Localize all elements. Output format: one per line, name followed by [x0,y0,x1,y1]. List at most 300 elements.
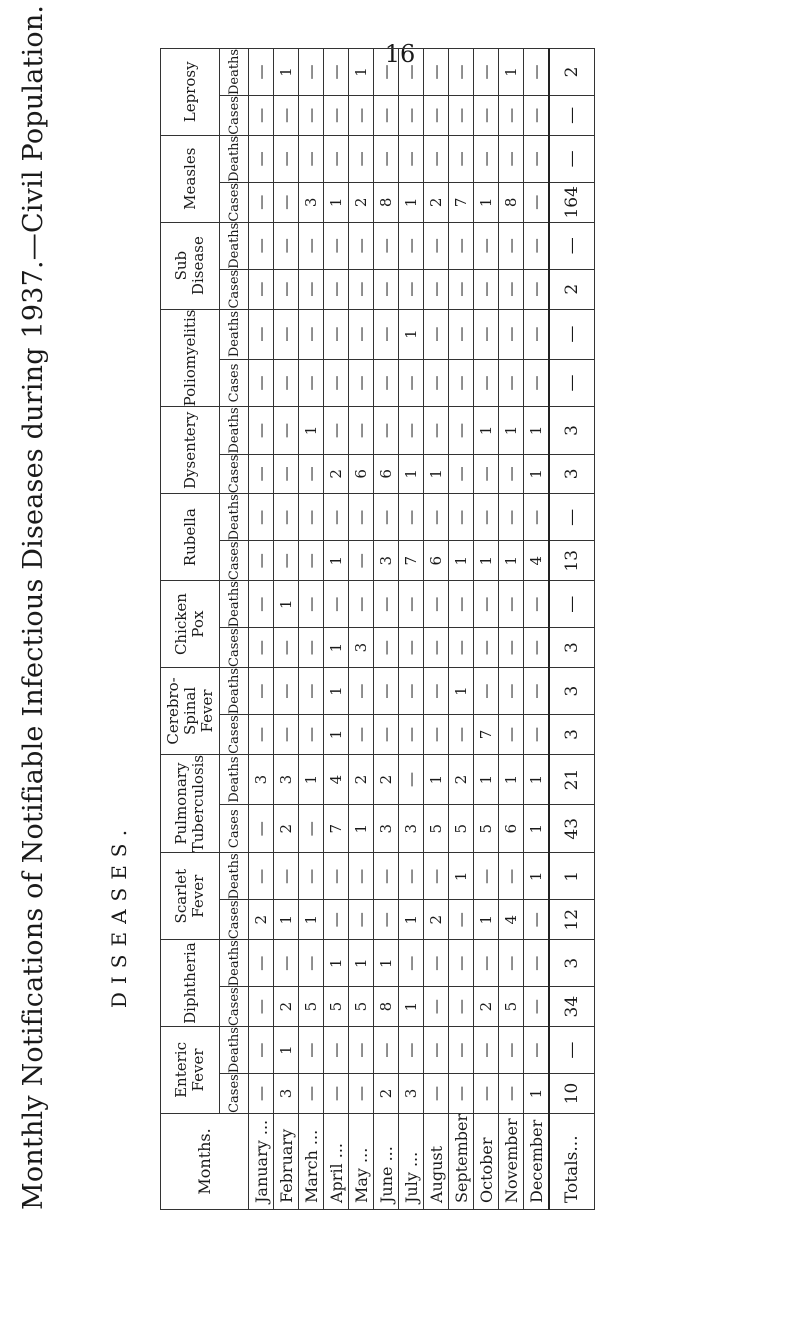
total-cell: 13 [549,541,595,581]
table-cell: 8 [499,182,524,222]
table-cell: — [324,359,349,407]
table-cell: 1 [524,754,550,804]
totals-label: Totals... [549,1113,595,1209]
table-cell: — [399,581,424,628]
table-cell: — [449,940,474,987]
notifications-table [160,48,595,1210]
table-cell: 1 [399,182,424,222]
table-cell: 1 [499,541,524,581]
table-row [524,48,550,1209]
table-cell: — [474,1074,499,1114]
deaths-subheader: Deaths [220,48,249,95]
table-cell: — [349,269,374,309]
table-cell: 3 [299,182,324,222]
table-cell: — [299,454,324,494]
total-cell: 21 [549,754,595,804]
table-cell: 3 [399,1074,424,1114]
table-cell: — [349,135,374,182]
table-cell: — [299,1074,324,1114]
table-cell: — [299,269,324,309]
table-cell: — [424,1027,449,1074]
total-cell: — [549,581,595,628]
table-cell: 1 [399,987,424,1027]
table-cell: 1 [324,541,349,581]
month-label: March ... [299,1113,324,1209]
table-cell: 7 [474,715,499,755]
table-cell: — [399,359,424,407]
cases-subheader: Cases [220,987,249,1027]
disease-header: Scarlet Fever [161,853,220,940]
month-label: January ... [249,1113,274,1209]
table-cell: — [324,900,349,940]
table-cell: 1 [524,454,550,494]
table-cell: 1 [449,541,474,581]
table-cell: 5 [324,987,349,1027]
table-cell: 2 [249,900,274,940]
table-cell: — [324,581,349,628]
table-cell: — [374,715,399,755]
total-cell: 43 [549,805,595,853]
table-cell: — [274,309,299,359]
table-cell: — [424,940,449,987]
table-cell: — [399,754,424,804]
table-cell: — [374,900,399,940]
table-cell: — [299,222,324,269]
table-cell: — [324,96,349,136]
table-cell: — [449,987,474,1027]
table-cell: — [424,48,449,95]
table-cell: 3 [399,805,424,853]
table-row [449,48,474,1209]
table-cell: — [324,135,349,182]
deaths-subheader: Deaths [220,668,249,715]
table-cell: 1 [349,940,374,987]
table-cell: — [249,407,274,454]
table-cell: — [299,1027,324,1074]
table-cell: 6 [374,454,399,494]
table-cell: — [274,182,299,222]
table-cell: — [524,900,550,940]
table-cell: 1 [299,754,324,804]
total-cell: — [549,309,595,359]
table-cell: — [274,135,299,182]
table-cell: — [449,494,474,541]
table-cell: 1 [274,48,299,95]
month-label: June ... [374,1113,399,1209]
table-cell: — [524,96,550,136]
table-cell: 2 [274,987,299,1027]
table-cell: 1 [349,805,374,853]
table-row [474,48,499,1209]
table-cell: — [349,715,374,755]
table-cell: — [249,494,274,541]
page-title: Monthly Notifications of Notifiable Infectious Diseases during 1937.—Civil Population. [18,4,49,1210]
table-cell: 1 [524,805,550,853]
table-cell: 1 [324,715,349,755]
total-cell: 12 [549,900,595,940]
month-label: February [274,1113,299,1209]
table-cell: — [299,805,324,853]
table-cell: — [249,269,274,309]
table-cell: — [524,668,550,715]
total-cell: 3 [549,940,595,987]
month-label: April ... [324,1113,349,1209]
table-cell: — [499,853,524,900]
table-cell: 1 [424,754,449,804]
table-cell: — [299,359,324,407]
table-cell: 3 [249,754,274,804]
table-cell: 2 [374,754,399,804]
table-cell: — [374,668,399,715]
table-cell: — [499,96,524,136]
cases-subheader: Cases [220,269,249,309]
table-cell: — [374,407,399,454]
table-cell: — [274,407,299,454]
table-cell: — [324,269,349,309]
totals-row [549,48,595,1209]
table-cell: — [349,407,374,454]
table-cell: — [374,96,399,136]
table-cell: — [324,494,349,541]
table-cell: — [499,940,524,987]
rotated-table-frame [18,4,748,1210]
table-cell: — [449,309,474,359]
table-cell: — [274,454,299,494]
table-cell: — [524,940,550,987]
table-cell: — [349,96,374,136]
table-cell: 4 [524,541,550,581]
table-cell: — [349,581,374,628]
table-cell: — [424,309,449,359]
table-cell: — [249,805,274,853]
disease-header: Cerebro-Spinal Fever [161,668,220,755]
disease-header: Leprosy [161,48,220,135]
table-cell: — [474,668,499,715]
table-cell: 1 [474,182,499,222]
table-cell: — [449,48,474,95]
total-cell: 3 [549,454,595,494]
table-cell: — [499,135,524,182]
table-cell: — [399,407,424,454]
disease-header: Poliomyelitis [161,309,220,407]
table-cell: — [399,135,424,182]
table-cell: — [449,359,474,407]
cases-subheader: Cases [220,96,249,136]
table-cell: — [374,581,399,628]
table-cell: — [474,96,499,136]
table-cell: 1 [524,853,550,900]
table-cell: — [324,309,349,359]
table-cell: — [299,48,324,95]
table-cell: — [349,541,374,581]
table-cell: — [274,668,299,715]
table-cell: — [349,900,374,940]
table-cell: 1 [399,309,424,359]
table-cell: 7 [324,805,349,853]
month-label: December [524,1113,550,1209]
table-cell: 5 [449,805,474,853]
table-row [274,48,299,1209]
table-cell: — [249,668,274,715]
table-cell: — [524,581,550,628]
table-cell: — [424,987,449,1027]
table-row [349,48,374,1209]
table-cell: — [474,940,499,987]
table-cell: — [499,1027,524,1074]
table-row [324,48,349,1209]
table-cell: — [374,1027,399,1074]
table-cell: 3 [374,541,399,581]
table-cell: 2 [424,900,449,940]
table-cell: 5 [424,805,449,853]
table-cell: — [524,48,550,95]
table-cell: 1 [474,754,499,804]
table-cell: — [399,494,424,541]
table-cell: — [449,1027,474,1074]
deaths-subheader: Deaths [220,407,249,454]
month-label: July ... [399,1113,424,1209]
total-cell: — [549,494,595,541]
deaths-subheader: Deaths [220,853,249,900]
table-cell: — [274,269,299,309]
table-cell: — [399,1027,424,1074]
table-cell: 1 [274,1027,299,1074]
table-cell: 1 [524,1074,550,1114]
total-cell: — [549,135,595,182]
table-cell: — [424,222,449,269]
table-cell: — [399,668,424,715]
table-cell: — [474,581,499,628]
table-cell: — [524,715,550,755]
table-cell: — [424,407,449,454]
table-cell: — [299,309,324,359]
table-cell: — [274,853,299,900]
table-cell: 2 [349,754,374,804]
total-cell: 2 [549,48,595,95]
table-cell: — [449,900,474,940]
table-cell: 7 [399,541,424,581]
table-cell: 1 [374,940,399,987]
table-cell: 3 [274,754,299,804]
table-cell: — [374,853,399,900]
table-cell: — [374,222,399,269]
table-cell: — [249,454,274,494]
table-cell: — [274,222,299,269]
table-cell: — [299,581,324,628]
table-cell: — [249,628,274,668]
cases-subheader: Cases [220,1074,249,1114]
table-cell: — [349,359,374,407]
table-cell: — [474,269,499,309]
table-cell: — [249,581,274,628]
table-cell: — [474,48,499,95]
table-cell: — [249,1074,274,1114]
table-cell: 5 [474,805,499,853]
cases-subheader: Cases [220,359,249,407]
deaths-subheader: Deaths [220,309,249,359]
table-cell: 1 [449,853,474,900]
table-cell: 4 [324,754,349,804]
table-cell: — [424,668,449,715]
disease-header: Diphtheria [161,940,220,1027]
table-cell: — [424,715,449,755]
total-cell: — [549,1027,595,1074]
table-cell: — [474,494,499,541]
table-cell: 1 [324,940,349,987]
table-cell: — [299,494,324,541]
table-cell: — [524,987,550,1027]
table-row [374,48,399,1209]
month-label: November [499,1113,524,1209]
table-cell: — [274,96,299,136]
table-cell: — [249,48,274,95]
table-cell: — [299,940,324,987]
cases-subheader: Cases [220,628,249,668]
table-row [399,48,424,1209]
table-cell: 8 [374,182,399,222]
table-cell: — [349,222,374,269]
table-cell: — [499,628,524,668]
table-cell: — [249,1027,274,1074]
table-cell: — [324,1074,349,1114]
table-cell: — [449,628,474,668]
table-cell: — [499,581,524,628]
months-header: Months. [161,1113,249,1209]
table-cell: — [424,135,449,182]
table-cell: — [449,407,474,454]
month-label: August [424,1113,449,1209]
table-cell: 6 [424,541,449,581]
table-cell: — [349,494,374,541]
total-cell: 10 [549,1074,595,1114]
table-cell: — [374,359,399,407]
month-label: September [449,1113,474,1209]
table-cell: 1 [474,407,499,454]
deaths-subheader: Deaths [220,222,249,269]
table-cell: — [274,715,299,755]
table-cell: — [374,494,399,541]
table-cell: 8 [374,987,399,1027]
table-cell: 1 [524,407,550,454]
month-label: October [474,1113,499,1209]
table-cell: — [499,1074,524,1114]
table-cell: 4 [499,900,524,940]
table-cell: — [499,359,524,407]
table-cell: — [274,541,299,581]
table-cell: — [249,541,274,581]
table-cell: 1 [399,454,424,494]
table-cell: — [474,222,499,269]
total-cell: 3 [549,668,595,715]
table-cell: 2 [274,805,299,853]
table-cell: — [299,715,324,755]
total-cell: — [549,96,595,136]
table-cell: — [499,454,524,494]
table-cell: — [499,668,524,715]
table-cell: — [274,940,299,987]
table-cell: — [499,715,524,755]
total-cell: — [549,359,595,407]
table-cell: — [424,628,449,668]
table-cell: 1 [474,541,499,581]
table-cell: — [299,96,324,136]
table-cell: — [399,222,424,269]
table-cell: 2 [449,754,474,804]
disease-header: Sub Disease [161,222,220,309]
table-cell: — [399,48,424,95]
table-cell: — [374,135,399,182]
table-cell: — [474,853,499,900]
table-cell: — [474,454,499,494]
cases-subheader: Cases [220,454,249,494]
table-cell: 6 [349,454,374,494]
table-cell: 2 [474,987,499,1027]
table-cell: 1 [274,900,299,940]
table-cell: — [474,135,499,182]
table-cell: 1 [299,407,324,454]
deaths-subheader: Deaths [220,754,249,804]
table-cell: 3 [374,805,399,853]
table-cell: — [299,541,324,581]
deaths-subheader: Deaths [220,940,249,987]
disease-header: Pulmonary Tuberculosis [161,754,220,852]
table-cell: — [249,987,274,1027]
table-row [499,48,524,1209]
table-cell: 5 [349,987,374,1027]
table-cell: — [449,1074,474,1114]
table-cell: — [449,269,474,309]
table-cell: 3 [274,1074,299,1114]
table-cell: 1 [499,48,524,95]
table-cell: 1 [324,668,349,715]
table-cell: — [249,853,274,900]
table-cell: — [524,359,550,407]
table-cell: — [249,940,274,987]
table-cell: — [524,309,550,359]
deaths-subheader: Deaths [220,581,249,628]
disease-header: Rubella [161,494,220,581]
month-label: May ... [349,1113,374,1209]
table-cell: — [349,1074,374,1114]
table-cell: — [324,853,349,900]
table-cell: — [449,454,474,494]
table-cell: 1 [499,407,524,454]
table-cell: — [499,494,524,541]
table-cell: — [399,940,424,987]
table-cell: — [299,628,324,668]
table-cell: — [274,628,299,668]
table-cell: — [449,581,474,628]
table-cell: — [449,715,474,755]
table-cell: 1 [274,581,299,628]
table-cell: — [474,309,499,359]
table-cell: — [474,628,499,668]
table-cell: — [324,407,349,454]
table-cell: 5 [499,987,524,1027]
page-number: 16 [384,40,416,68]
table-cell: — [424,581,449,628]
table-cell: — [424,269,449,309]
table-cell: 2 [324,454,349,494]
disease-header: Chicken Pox [161,581,220,668]
total-cell: 1 [549,853,595,900]
cases-subheader: Cases [220,900,249,940]
cases-subheader: Cases [220,182,249,222]
table-cell: — [374,309,399,359]
table-cell: — [274,359,299,407]
table-cell: — [374,269,399,309]
table-cell: 7 [449,182,474,222]
